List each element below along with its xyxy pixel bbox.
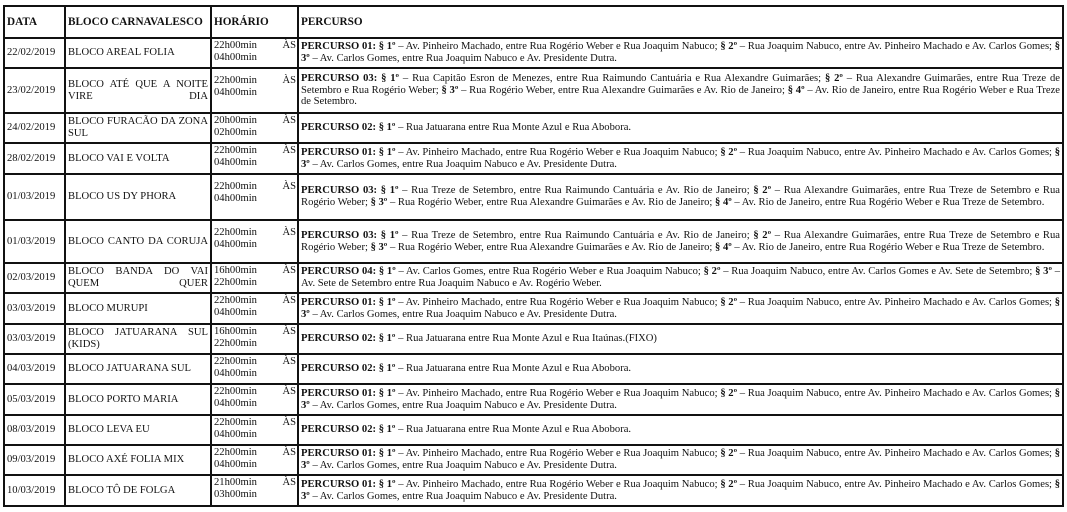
horario-fim: 22h00min bbox=[214, 276, 257, 288]
cell-percurso bbox=[298, 475, 1063, 506]
percurso-label: § 2º bbox=[753, 229, 772, 241]
percurso-label: § 2º bbox=[753, 185, 772, 197]
table-row bbox=[4, 38, 1063, 68]
cell-percurso bbox=[298, 324, 1063, 354]
percurso-label: § 3º bbox=[441, 84, 459, 96]
percurso-text: – Rua Capitão Esron de Menezes, entre Rua Raimundo Cantuária e Rua Alexandre Guimarães; bbox=[399, 73, 825, 85]
cell-percurso bbox=[298, 384, 1063, 415]
cell-horario bbox=[211, 68, 298, 113]
cell-percurso bbox=[298, 220, 1063, 263]
percurso-text: – Rua Rogério Weber, entre Rua Alexandre Guimarães e Av. Rio de Janeiro; bbox=[458, 84, 788, 96]
horario-as: ÀS bbox=[282, 145, 296, 156]
cell-data: 08/03/2019 bbox=[4, 415, 65, 445]
percurso-label: § 3º bbox=[1035, 266, 1052, 278]
horario-as: ÀS bbox=[282, 447, 296, 458]
percurso-text: – Rua Treze de Setembro, entre Rua Raimundo Cantuária e Av. Rio de Janeiro; bbox=[398, 229, 754, 241]
horario-fim: 02h00min bbox=[214, 126, 257, 138]
percurso-text: – Av. Carlos Gomes, entre Rua Joaquim Nabuco e Av. Presidente Dutra. bbox=[309, 158, 617, 170]
percurso-text: – Av. Rio de Janeiro, entre Rua Rogério Weber e Rua Treze de Setembro. bbox=[301, 84, 1060, 108]
cell-horario bbox=[211, 174, 298, 220]
table-row bbox=[4, 415, 1063, 445]
horario-fim: 03h00min bbox=[214, 488, 257, 500]
cell-bloco: BLOCO JATUARANA SUL bbox=[65, 354, 211, 384]
cell-data: 24/02/2019 bbox=[4, 113, 65, 143]
horario-inicio: 16h00min bbox=[214, 265, 257, 276]
percurso-label: § 2º bbox=[720, 478, 738, 490]
percurso-text: – Av. Carlos Gomes, entre Rua Rogério Weber e Rua Joaquim Nabuco; bbox=[395, 266, 704, 278]
cell-bloco: BLOCO PORTO MARIA bbox=[65, 384, 211, 415]
percurso-text: – Av. Pinheiro Machado, entre Rua Rogério Weber e Rua Joaquim Nabuco; bbox=[395, 387, 721, 399]
cell-percurso bbox=[298, 354, 1063, 384]
cell-horario bbox=[211, 445, 298, 475]
horario-as: ÀS bbox=[282, 326, 296, 337]
percurso-label: PERCURSO 03: § 1º bbox=[301, 229, 399, 241]
horario-inicio: 22h00min bbox=[214, 40, 257, 51]
percurso-text: – Rua Jatuarana entre Rua Monte Azul e Rua Abobora. bbox=[395, 363, 632, 375]
cell-data: 01/03/2019 bbox=[4, 220, 65, 263]
cell-bloco: BLOCO US DY PHORA bbox=[65, 174, 211, 220]
table-row bbox=[4, 324, 1063, 354]
cell-data: 05/03/2019 bbox=[4, 384, 65, 415]
header-horario: HORÁRIO bbox=[211, 6, 298, 38]
percurso-text: – Av. Pinheiro Machado, entre Rua Rogério Weber e Rua Joaquim Nabuco; bbox=[395, 448, 721, 460]
percurso-text: – Rua Joaquim Nabuco, entre Av. Pinheiro Machado e Av. Carlos Gomes; bbox=[737, 41, 1055, 53]
percurso-label: PERCURSO 01: § 1º bbox=[301, 448, 396, 460]
percurso-label: § 2º bbox=[720, 448, 738, 460]
percurso-label: § 2º bbox=[720, 41, 738, 53]
table-row bbox=[4, 174, 1063, 220]
horario-inicio: 22h00min bbox=[214, 356, 257, 367]
horario-fim: 04h00min bbox=[214, 156, 257, 168]
percurso-text: – Rua Alexandre Guimarães, entre Rua Treze de Setembro e Rua Rogério Weber; bbox=[301, 229, 1060, 253]
cell-data: 09/03/2019 bbox=[4, 445, 65, 475]
percurso-label: § 3º bbox=[301, 387, 1060, 411]
cell-percurso bbox=[298, 174, 1063, 220]
percurso-label: § 3º bbox=[301, 448, 1060, 471]
table-row bbox=[4, 354, 1063, 384]
percurso-label: PERCURSO 01: § 1º bbox=[301, 296, 396, 308]
cell-bloco: BLOCO TÔ DE FOLGA bbox=[65, 475, 211, 506]
percurso-text: – Rua Joaquim Nabuco, entre Av. Pinheiro Machado e Av. Carlos Gomes; bbox=[737, 387, 1055, 399]
percurso-text: – Rua Joaquim Nabuco, entre Av. Pinheiro Machado e Av. Carlos Gomes; bbox=[737, 296, 1055, 308]
horario-as: ÀS bbox=[282, 356, 296, 367]
cell-bloco: BLOCO VAI E VOLTA bbox=[65, 143, 211, 174]
horario-inicio: 22h00min bbox=[214, 181, 257, 192]
percurso-label: PERCURSO 02: § 1º bbox=[301, 424, 396, 436]
percurso-label: PERCURSO 01: § 1º bbox=[301, 478, 396, 490]
header-percurso: PERCURSO bbox=[298, 6, 1063, 38]
percurso-label: § 4º bbox=[715, 197, 732, 208]
percurso-label: § 2º bbox=[720, 296, 738, 308]
cell-bloco: BLOCO FURACÃO DA ZONA SUL bbox=[65, 113, 211, 143]
percurso-text: – Av. Pinheiro Machado, entre Rua Rogério Weber e Rua Joaquim Nabuco; bbox=[395, 478, 721, 490]
horario-fim: 04h00min bbox=[214, 367, 257, 379]
horario-inicio: 22h00min bbox=[214, 447, 257, 458]
cell-horario bbox=[211, 220, 298, 263]
cell-bloco: BLOCO BANDA DO VAI QUEM QUER bbox=[65, 263, 211, 293]
table-row bbox=[4, 263, 1063, 293]
horario-inicio: 22h00min bbox=[214, 386, 257, 397]
cell-data: 01/03/2019 bbox=[4, 174, 65, 220]
percurso-text: – Av. Pinheiro Machado, entre Rua Rogério Weber e Rua Joaquim Nabuco; bbox=[395, 296, 721, 308]
percurso-label: PERCURSO 02: § 1º bbox=[301, 333, 396, 345]
percurso-label: § 3º bbox=[301, 146, 1060, 170]
percurso-label: § 4º bbox=[715, 241, 732, 253]
percurso-text: – Rua Joaquim Nabuco, entre Av. Pinheiro Machado e Av. Carlos Gomes; bbox=[737, 146, 1055, 158]
horario-as: ÀS bbox=[282, 477, 296, 488]
percurso-label: § 3º bbox=[370, 241, 388, 253]
percurso-text: – Rua Joaquim Nabuco, entre Av. Carlos Gomes e Av. Sete de Setembro; bbox=[720, 266, 1036, 278]
percurso-text: – Av. Rio de Janeiro, entre Rua Rogério Weber e Rua Treze de Setembro. bbox=[731, 197, 1045, 208]
percurso-text: – Rua Rogério Weber, entre Rua Alexandre Guimarães e Av. Rio de Janeiro; bbox=[387, 197, 716, 208]
header-bloco: BLOCO CARNAVALESCO bbox=[65, 6, 211, 38]
percurso-text: – Av. Carlos Gomes, entre Rua Joaquim Nabuco e Av. Presidente Dutra. bbox=[309, 53, 617, 64]
cell-bloco: BLOCO AXÉ FOLIA MIX bbox=[65, 445, 211, 475]
cell-data: 22/02/2019 bbox=[4, 38, 65, 68]
percurso-text: – Av. Carlos Gomes, entre Rua Joaquim Nabuco e Av. Presidente Dutra. bbox=[309, 399, 617, 411]
percurso-text: – Av. Carlos Gomes, entre Rua Joaquim Nabuco e Av. Presidente Dutra. bbox=[309, 490, 617, 502]
percurso-text: – Rua Joaquim Nabuco, entre Av. Pinheiro Machado e Av. Carlos Gomes; bbox=[737, 478, 1055, 490]
percurso-text: – Av. Carlos Gomes, entre Rua Joaquim Nabuco e Av. Presidente Dutra. bbox=[309, 460, 617, 471]
horario-fim: 04h00min bbox=[214, 51, 257, 63]
percurso-label: PERCURSO 01: § 1º bbox=[301, 387, 396, 399]
horario-fim: 22h00min bbox=[214, 337, 257, 349]
horario-as: ÀS bbox=[282, 75, 296, 86]
percurso-text: – Rua Jatuarana entre Rua Monte Azul e Rua Itaúnas.(FIXO) bbox=[395, 333, 657, 345]
horario-fim: 04h00min bbox=[214, 86, 257, 98]
horario-as: ÀS bbox=[282, 386, 296, 397]
percurso-label: PERCURSO 01: § 1º bbox=[301, 41, 396, 53]
percurso-text: – Rua Treze de Setembro, entre Rua Raimundo Cantuária e Av. Rio de Janeiro; bbox=[398, 185, 754, 197]
percurso-label: PERCURSO 03: § 1º bbox=[301, 185, 399, 197]
cell-data: 10/03/2019 bbox=[4, 475, 65, 506]
cell-horario bbox=[211, 475, 298, 506]
cell-bloco: BLOCO MURUPI bbox=[65, 293, 211, 324]
cell-percurso bbox=[298, 113, 1063, 143]
carnival-schedule-table bbox=[3, 5, 1064, 507]
percurso-label: § 3º bbox=[301, 296, 1060, 320]
cell-horario bbox=[211, 263, 298, 293]
percurso-label: PERCURSO 04: § 1º bbox=[301, 266, 396, 278]
percurso-text: – Rua Alexandre Guimarães, entre Rua Treze de Setembro e Rua Rogério Weber; bbox=[301, 185, 1060, 208]
horario-as: ÀS bbox=[282, 227, 296, 238]
cell-bloco: BLOCO CANTO DA CORUJA bbox=[65, 220, 211, 263]
percurso-label: § 2º bbox=[720, 387, 738, 399]
horario-as: ÀS bbox=[282, 115, 296, 126]
percurso-label: PERCURSO 02: § 1º bbox=[301, 122, 396, 134]
cell-bloco: BLOCO AREAL FOLIA bbox=[65, 38, 211, 68]
table-row bbox=[4, 68, 1063, 113]
percurso-label: § 3º bbox=[301, 478, 1060, 502]
cell-percurso bbox=[298, 415, 1063, 445]
cell-bloco: BLOCO LEVA EU bbox=[65, 415, 211, 445]
percurso-text: – Rua Joaquim Nabuco, entre Av. Pinheiro Machado e Av. Carlos Gomes; bbox=[737, 448, 1055, 460]
horario-inicio: 22h00min bbox=[214, 227, 257, 238]
percurso-label: PERCURSO 03: § 1º bbox=[301, 73, 400, 85]
table-row bbox=[4, 445, 1063, 475]
table-row bbox=[4, 475, 1063, 506]
cell-data: 28/02/2019 bbox=[4, 143, 65, 174]
cell-horario bbox=[211, 143, 298, 174]
cell-horario bbox=[211, 415, 298, 445]
horario-inicio: 22h00min bbox=[214, 145, 257, 156]
cell-percurso bbox=[298, 68, 1063, 113]
cell-percurso bbox=[298, 143, 1063, 174]
horario-fim: 04h00min bbox=[214, 238, 257, 250]
horario-inicio: 22h00min bbox=[214, 75, 257, 86]
cell-bloco: BLOCO JATUARANA SUL (KIDS) bbox=[65, 324, 211, 354]
percurso-text: – Av. Pinheiro Machado, entre Rua Rogério Weber e Rua Joaquim Nabuco; bbox=[395, 146, 721, 158]
table-row bbox=[4, 384, 1063, 415]
percurso-text: – Rua Rogério Weber, entre Rua Alexandre Guimarães e Av. Rio de Janeiro; bbox=[387, 241, 716, 253]
percurso-label: § 2º bbox=[720, 146, 738, 158]
cell-data: 03/03/2019 bbox=[4, 293, 65, 324]
cell-horario bbox=[211, 113, 298, 143]
percurso-text: – Rua Jatuarana entre Rua Monte Azul e Rua Abobora. bbox=[395, 122, 632, 134]
cell-horario bbox=[211, 384, 298, 415]
cell-percurso bbox=[298, 293, 1063, 324]
table-row bbox=[4, 143, 1063, 174]
percurso-label: § 3º bbox=[370, 197, 388, 208]
horario-as: ÀS bbox=[282, 40, 296, 51]
cell-horario bbox=[211, 293, 298, 324]
horario-fim: 04h00min bbox=[214, 397, 257, 409]
percurso-text: – Av. Carlos Gomes, entre Rua Joaquim Nabuco e Av. Presidente Dutra. bbox=[309, 308, 617, 320]
header-data: DATA bbox=[4, 6, 65, 38]
percurso-label: § 4º bbox=[787, 84, 805, 96]
horario-as: ÀS bbox=[282, 295, 296, 306]
horario-inicio: 21h00min bbox=[214, 477, 257, 488]
cell-percurso bbox=[298, 445, 1063, 475]
percurso-label: § 2º bbox=[824, 73, 843, 85]
percurso-text: – Rua Jatuarana entre Rua Monte Azul e Rua Abobora. bbox=[395, 424, 632, 436]
horario-inicio: 22h00min bbox=[214, 295, 257, 306]
horario-as: ÀS bbox=[282, 181, 296, 192]
percurso-text: – Rua Alexandre Guimarães, entre Rua Treze de Setembro e Rua Rogério Weber; bbox=[301, 73, 1060, 96]
horario-as: ÀS bbox=[282, 265, 296, 276]
table-row bbox=[4, 113, 1063, 143]
cell-bloco: BLOCO ATÉ QUE A NOITE VIRE DIA bbox=[65, 68, 211, 113]
cell-data: 04/03/2019 bbox=[4, 354, 65, 384]
percurso-text: – Av. Sete de Setembro entre Rua Joaquim Nabuco e Av. Rogério Weber. bbox=[301, 266, 1060, 289]
horario-fim: 04h00min bbox=[214, 306, 257, 318]
percurso-label: PERCURSO 01: § 1º bbox=[301, 146, 396, 158]
cell-horario bbox=[211, 38, 298, 68]
percurso-text: – Av. Rio de Janeiro, entre Rua Rogério Weber e Rua Treze de Setembro. bbox=[731, 241, 1045, 253]
cell-data: 02/03/2019 bbox=[4, 263, 65, 293]
cell-percurso bbox=[298, 263, 1063, 293]
cell-data: 03/03/2019 bbox=[4, 324, 65, 354]
horario-fim: 04h00min bbox=[214, 458, 257, 470]
cell-horario bbox=[211, 354, 298, 384]
cell-data: 23/02/2019 bbox=[4, 68, 65, 113]
table-row bbox=[4, 220, 1063, 263]
horario-inicio: 22h00min bbox=[214, 417, 257, 428]
cell-percurso bbox=[298, 38, 1063, 68]
percurso-label: § 2º bbox=[703, 266, 721, 278]
percurso-label: PERCURSO 02: § 1º bbox=[301, 363, 396, 375]
header-row bbox=[4, 6, 1063, 38]
horario-fim: 04h00min bbox=[214, 192, 257, 204]
horario-inicio: 16h00min bbox=[214, 326, 257, 337]
cell-horario bbox=[211, 324, 298, 354]
horario-as: ÀS bbox=[282, 417, 296, 428]
horario-inicio: 20h00min bbox=[214, 115, 257, 126]
horario-fim: 04h00min bbox=[214, 428, 257, 440]
table-row bbox=[4, 293, 1063, 324]
percurso-label: § 3º bbox=[301, 41, 1060, 64]
percurso-text: – Av. Pinheiro Machado, entre Rua Rogério Weber e Rua Joaquim Nabuco; bbox=[395, 41, 721, 53]
